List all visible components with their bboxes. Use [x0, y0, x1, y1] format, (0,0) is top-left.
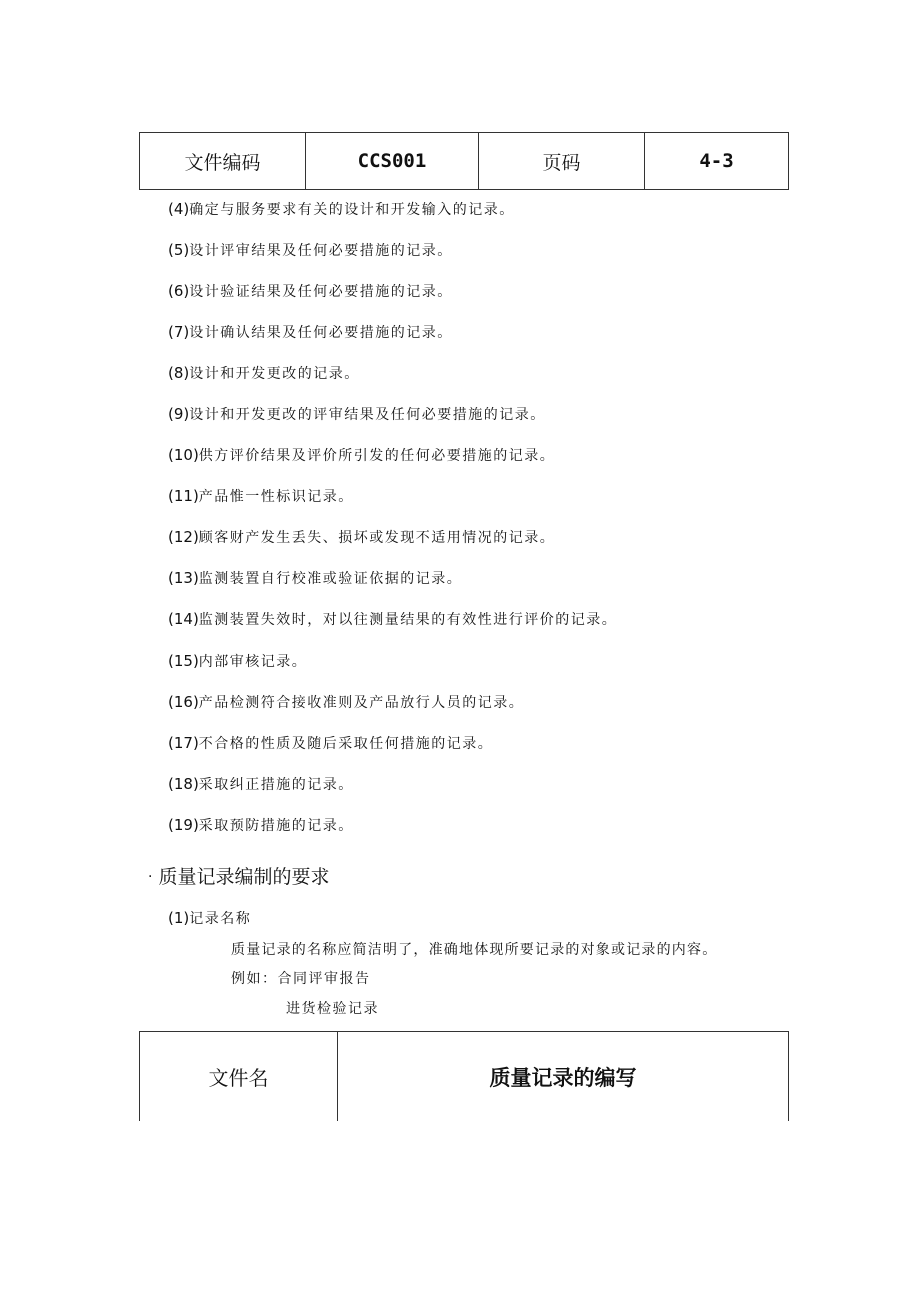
- list-item: (12)顾客财产发生丢失、损坏或发现不适用情况的记录。: [168, 528, 556, 547]
- list-item: (15)内部审核记录。: [168, 651, 308, 670]
- example-line-1: 例如：合同评审报告: [231, 971, 371, 987]
- list-item: (11)产品惟一性标识记录。: [168, 487, 354, 506]
- record-list: [168, 199, 617, 856]
- list-item: (6)设计验证结果及任何必要措施的记录。: [168, 282, 453, 301]
- list-item: (17)不合格的性质及随后采取任何措施的记录。: [168, 733, 494, 752]
- list-item: (14)监测装置失效时，对以往测量结果的有效性进行评价的记录。: [168, 610, 618, 629]
- subsection-heading: (1)记录名称: [168, 909, 252, 927]
- list-item: (18)采取纠正措施的记录。: [168, 774, 354, 793]
- list-item: (16)产品检测符合接收准则及产品放行人员的记录。: [168, 692, 525, 711]
- section-heading: [148, 862, 329, 889]
- page-value: 4-3: [699, 150, 734, 172]
- list-item: (19)采取预防措施的记录。: [168, 815, 354, 834]
- list-item: (13)监测装置自行校准或验证依据的记录。: [168, 569, 463, 588]
- file-name-value: 质量记录的编写: [489, 1065, 637, 1090]
- section-title: 质量记录编制的要求: [158, 866, 330, 888]
- list-item: (8)设计和开发更改的记录。: [168, 364, 360, 383]
- list-item: (10)供方评价结果及评价所引发的任何必要措施的记录。: [168, 446, 556, 465]
- paragraph: 质量记录的名称应简洁明了，准确地体现所要记录的对象或记录的内容。: [231, 942, 718, 958]
- list-item: (5)设计评审结果及任何必要措施的记录。: [168, 241, 453, 260]
- example-line-2: 进货检验记录: [286, 1001, 379, 1017]
- bullet: ·: [148, 869, 153, 885]
- header-table: [139, 132, 789, 190]
- page-label: 页码: [479, 133, 645, 189]
- file-code-value: CCS001: [306, 133, 479, 189]
- list-item: (9)设计和开发更改的评审结果及任何必要措施的记录。: [168, 405, 546, 424]
- file-code-label: 文件编码: [140, 133, 306, 189]
- footer-table: [139, 1031, 789, 1121]
- list-item: (4)确定与服务要求有关的设计和开发输入的记录。: [168, 200, 515, 218]
- list-item: (7)设计确认结果及任何必要措施的记录。: [168, 323, 453, 342]
- file-name-label: 文件名: [140, 1032, 338, 1121]
